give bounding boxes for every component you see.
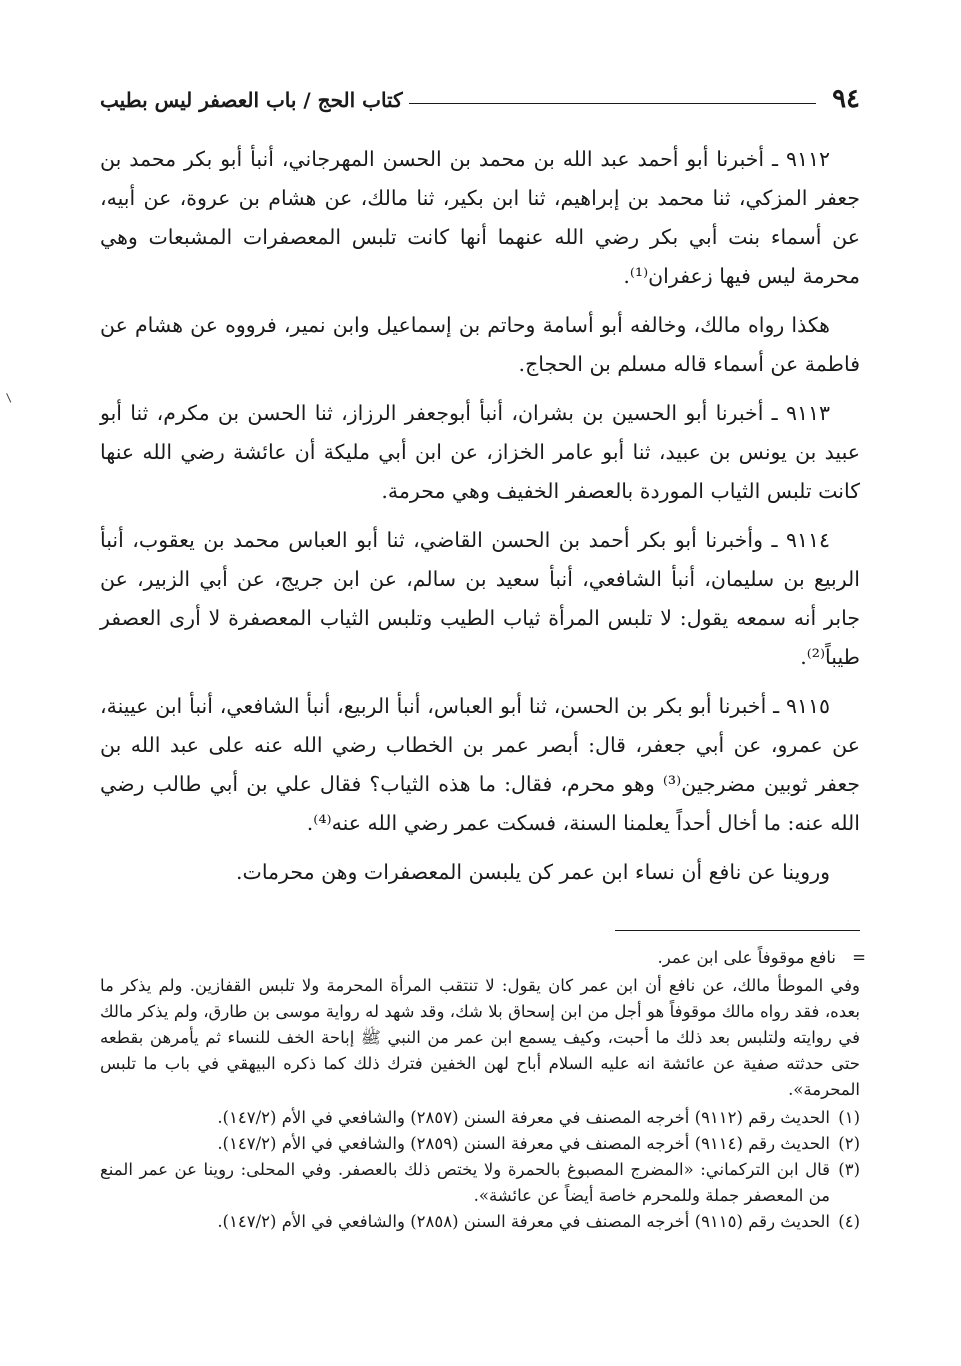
paragraph-hadith-9113: ٩١١٣ ـ أخبرنا أبو الحسين بن بشران، أنبأ أبوجعفر الرزاز، ثنا الحسن بن مكرم، ثنا أبو عبيد بن يونس بن عبيد، ثنا أبو عامر الخزاز، عن ابن أبي مليكة أن عائشة رضي الله عنها كانت تلبس الثياب الموردة بالعصفر الخفيف وهي محرمة. — [100, 401, 860, 503]
paragraph-commentary-1: هكذا رواه مالك، وخالفه أبو أسامة وحاتم بن إسماعيل وابن نمير، فرووه عن هشام عن فاطمة عن أسماء قاله مسلم بن الحجاج. — [100, 313, 860, 376]
page-number: ٩٤ — [832, 84, 860, 114]
header-rule — [409, 103, 816, 104]
margin-mark — [6, 391, 15, 402]
footnotes — [100, 945, 866, 1235]
paragraph-hadith-9115: ٩١١٥ ـ أخبرنا أبو بكر بن الحسن، ثنا أبو العباس، أنبأ الربيع، أنبأ الشافعي، أنبأ ابن عيينة، عن عمرو، عن أبي جعفر، قال: أبصر عمر بن الخطاب رضي الله عنه على عبد الله بن جعفر ثوبين مضرجين⁽³⁾ وهو محرم، فقال: ما هذه الثياب؟ فقال علي بن أبي طالب رضي الله عنه: ما أخال أحداً يعلمنا السنة، فسكت عمر رضي الله عنه⁽⁴⁾. — [100, 694, 861, 835]
footnote-separator — [615, 930, 860, 931]
page — [100, 74, 866, 1235]
footnote-text: الحديث رقم (٩١١٢) أخرجه المصنف في معرفة السنن (٢٨٥٧) والشافعي في الأم (١٤٧/٢). — [217, 1108, 830, 1127]
paragraph-commentary-2: وروينا عن نافع أن نساء ابن عمر كن يلبسن المعصفرات وهن محرمات. — [236, 860, 830, 884]
footnote-continuation-line — [100, 945, 866, 971]
running-header — [100, 74, 860, 112]
footnote-continuation-text-2: وفي الموطأ مالك، عن نافع أن ابن عمر كان يقول: لا تنتقب المرأة المحرمة ولا تلبس القفازين. ولم يذكر ما بعده، فقد رواه مالك موقوفاً هو أجل من ابن إسحاق بلا شك، وقد شهد له رواية موسى بن طارق، ولم يذكر مالك في روايته ولتلبس بعد ذلك ما أحبت، وكيف يسمع ابن عمر من النبي ﷺ إباحة الخف للنساء ثم يأمرهن بقطعه حتى حدثته صفية عن عائشة انه عليه السلام أباح لهن الخفين فترك ذلك كما ذكره البيهقي في باب ما تلبس المحرمة». — [100, 976, 860, 1099]
continuation-mark: = — [852, 948, 866, 967]
footnote-text: الحديث رقم (٩١١٥) أخرجه المصنف في معرفة السنن (٢٨٥٨) والشافعي في الأم (١٤٧/٢). — [217, 1212, 830, 1231]
footnote-4 — [100, 1209, 860, 1235]
footnote-2 — [100, 1131, 860, 1157]
footnote-number: (٣) — [838, 1160, 860, 1179]
footnote-3 — [100, 1157, 860, 1209]
chapter-title: كتاب الحج / باب العصفر ليس بطيب — [100, 88, 403, 112]
footnote-number: (١) — [838, 1108, 860, 1127]
paragraph-hadith-9114: ٩١١٤ ـ وأخبرنا أبو بكر أحمد بن الحسن القاضي، ثنا أبو العباس محمد بن يعقوب، أنبأ الربيع بن سليمان، أنبأ الشافعي، أنبأ سعيد بن سالم، عن ابن جريج، عن أبي الزبير، عن جابر أنه سمعه يقول: لا تلبس المرأة ثياب الطيب وتلبس الثياب المعصفرة لا أرى العصفر طيباً⁽²⁾. — [100, 528, 860, 669]
main-text — [100, 140, 860, 892]
footnote-continuation-text-1: نافع موقوفاً على ابن عمر. — [657, 948, 836, 967]
footnote-1 — [100, 1105, 860, 1131]
footnote-text: الحديث رقم (٩١١٤) أخرجه المصنف في معرفة السنن (٢٨٥٩) والشافعي في الأم (١٤٧/٢). — [217, 1134, 830, 1153]
paragraph-hadith-9112: ٩١١٢ ـ أخبرنا أبو أحمد عبد الله بن محمد بن الحسن المهرجاني، أنبأ أبو بكر محمد بن جعفر المزكي، ثنا محمد بن إبراهيم، ثنا ابن بكير، ثنا مالك، عن هشام بن عروة، عن أبيه، عن أسماء بنت أبي بكر رضي الله عنهما أنها كانت تلبس المعصفرات المشبعات وهي محرمة ليس فيها زعفران⁽¹⁾. — [100, 147, 860, 288]
footnote-number: (٢) — [838, 1134, 860, 1153]
footnote-text: قال ابن التركماني: «المضرج المصبوغ بالحمرة ولا يختص ذلك بالعصفر. وفي المحلى: روينا عن عمر المنع من المعصفر جملة وللمحرم خاصة أيضاً عن عائشة». — [100, 1160, 830, 1205]
footnote-number: (٤) — [838, 1212, 860, 1231]
